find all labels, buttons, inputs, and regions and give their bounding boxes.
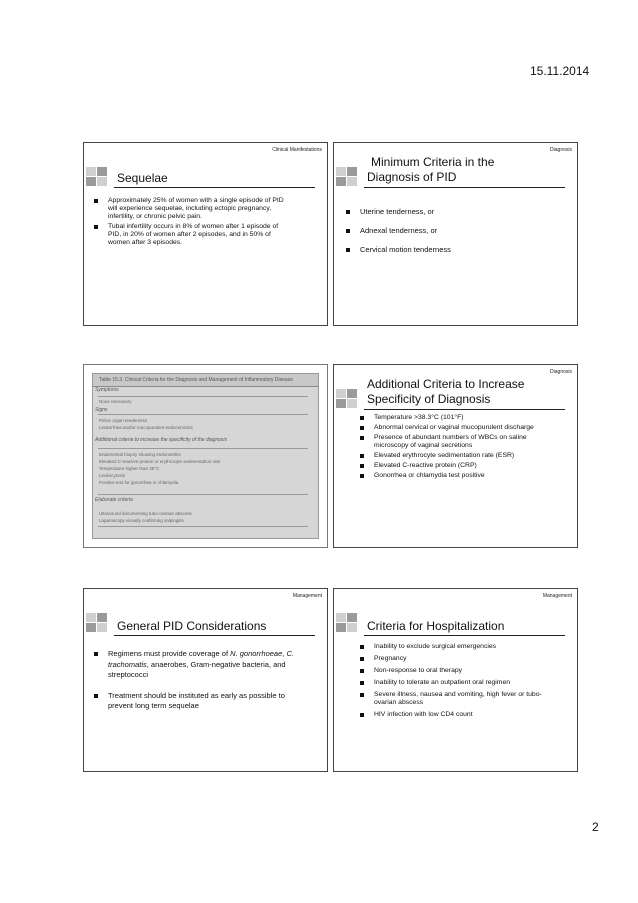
bullet-item: Elevated C-reactive protein (CRP) — [356, 462, 556, 470]
date-label: 15.11.2014 — [530, 64, 590, 78]
bullet-item: Inability to exclude surgical emergencies — [356, 643, 556, 651]
table-rule — [98, 526, 308, 527]
scanned-table-image — [92, 373, 319, 539]
table-rule — [98, 396, 308, 397]
slide-title — [367, 377, 524, 407]
bullet-list — [342, 207, 562, 261]
slide-title: Criteria for Hospitalization — [367, 619, 505, 633]
bullet-item: Gonorrhea or chlamydia test positive — [356, 472, 556, 480]
table-heading: Signs — [95, 407, 108, 413]
table-heading: Symptoms — [95, 387, 119, 393]
title-line: Specificity of Diagnosis — [367, 392, 491, 406]
bullet-item: Adnexal tenderness, or — [342, 226, 562, 236]
slide-title: Sequelae — [117, 171, 168, 185]
table-line: Positive test for gonorrhea or chlamydia — [99, 480, 179, 485]
table-line: Leukocytosis — [99, 473, 126, 478]
bullet-text: Regimens must provide coverage of — [108, 649, 231, 658]
bullet-item: Presence of abundant numbers of WBCs on saline microscopy of vaginal secretions — [356, 434, 556, 450]
slide-section-tag: Management — [292, 593, 322, 599]
table-line: Endometrial biopsy showing endometritis — [99, 452, 181, 457]
table-heading: Elaborate criteria — [95, 497, 133, 503]
table-line: Ultrasound documenting tubo-ovarian abscess — [99, 511, 192, 516]
table-line: None necessary — [99, 399, 132, 404]
table-line: Pelvic organ tenderness — [99, 418, 148, 423]
table-heading: Additional criteria to increase the specificity of the diagnosis — [95, 437, 228, 443]
bullet-list — [90, 649, 300, 712]
bullet-list — [90, 197, 290, 249]
bullet-item: Elevated erythrocyte sedimentation rate (ESR) — [356, 452, 556, 460]
table-line: Leukorrhea and/or mucopurulent endocervicitis — [99, 425, 193, 430]
slide-decoration-icon — [86, 613, 116, 643]
title-line: Minimum Criteria in the — [371, 155, 495, 169]
bullet-item: Temperature >38.3°C (101°F) — [356, 414, 556, 422]
slide-section-tag: Diagnosis — [550, 369, 572, 375]
organism-name: N. gonorrhoeae — [230, 649, 283, 658]
title-rule — [114, 635, 315, 636]
page-number: 2 — [592, 820, 599, 834]
title-rule — [364, 187, 565, 188]
organism-name: C. trachomatis — [108, 649, 294, 669]
bullet-list — [356, 643, 556, 721]
bullet-item: Inability to tolerate an outpatient oral regimen — [356, 679, 556, 687]
bullet-item: Tubal infertility occurs in 8% of women after 1 episode of PID, in 20% of women after 2 episodes, and in 50% of women after 3 episodes. — [90, 223, 290, 247]
bullet-item: Severe illness, nausea and vomiting, high fever or tubo-ovarian abscess — [356, 691, 556, 707]
slide-section-tag: Clinical Manifestations — [272, 147, 322, 153]
bullet-item: Approximately 25% of women with a single episode of PID will experience sequelae, including ectopic pregnancy, infertility, or chronic pelvic pain. — [90, 197, 290, 221]
title-line: Additional Criteria to Increase — [367, 377, 525, 391]
bullet-item: Pregnancy — [356, 655, 556, 663]
bullet-list — [356, 414, 556, 482]
slide-table-image — [83, 364, 328, 548]
slide-title — [367, 155, 494, 185]
table-caption: Table 15.3. Clinical Criteria for the Diagnosis and Management of Inflammatory Disease — [93, 374, 318, 387]
bullet-text: , — [282, 649, 287, 658]
bullet-item: Cervical motion tenderness — [342, 245, 562, 255]
slide-title: General PID Considerations — [117, 619, 267, 633]
bullet-item: Uterine tenderness, or — [342, 207, 562, 217]
slide-sequelae — [83, 142, 328, 326]
bullet-item — [90, 649, 300, 681]
bullet-item: HIV infection with low CD4 count — [356, 711, 556, 719]
title-line: Diagnosis of PID — [367, 170, 457, 184]
slide-general-pid — [83, 588, 328, 772]
bullet-item: Abnormal cervical or vaginal mucopurulent discharge — [356, 424, 556, 432]
slide-section-tag: Diagnosis — [550, 147, 572, 153]
slide-additional-criteria — [333, 364, 578, 548]
slide-decoration-icon — [336, 613, 366, 643]
title-rule — [364, 409, 565, 410]
table-line: Elevated C-reactive protein or erythrocyte sedimentation rate — [99, 459, 221, 464]
slide-hospitalization — [333, 588, 578, 772]
table-rule — [98, 414, 308, 415]
bullet-item: Treatment should be instituted as early as possible to prevent long term sequelae — [90, 691, 300, 712]
bullet-text: , anaerobes, Gram-negative bacteria, and streptococci — [108, 659, 286, 679]
slide-section-tag: Management — [542, 593, 572, 599]
table-line: Temperature higher than 38°C — [99, 466, 160, 471]
table-rule — [98, 494, 308, 495]
title-rule — [114, 187, 315, 188]
title-rule — [364, 635, 565, 636]
slide-decoration-icon — [336, 167, 366, 197]
table-line: Laparoscopy visually confirming salpingitis — [99, 518, 184, 523]
table-rule — [98, 448, 308, 449]
slide-decoration-icon — [86, 167, 116, 197]
slide-minimum-criteria — [333, 142, 578, 326]
bullet-item: Non-response to oral therapy — [356, 667, 556, 675]
